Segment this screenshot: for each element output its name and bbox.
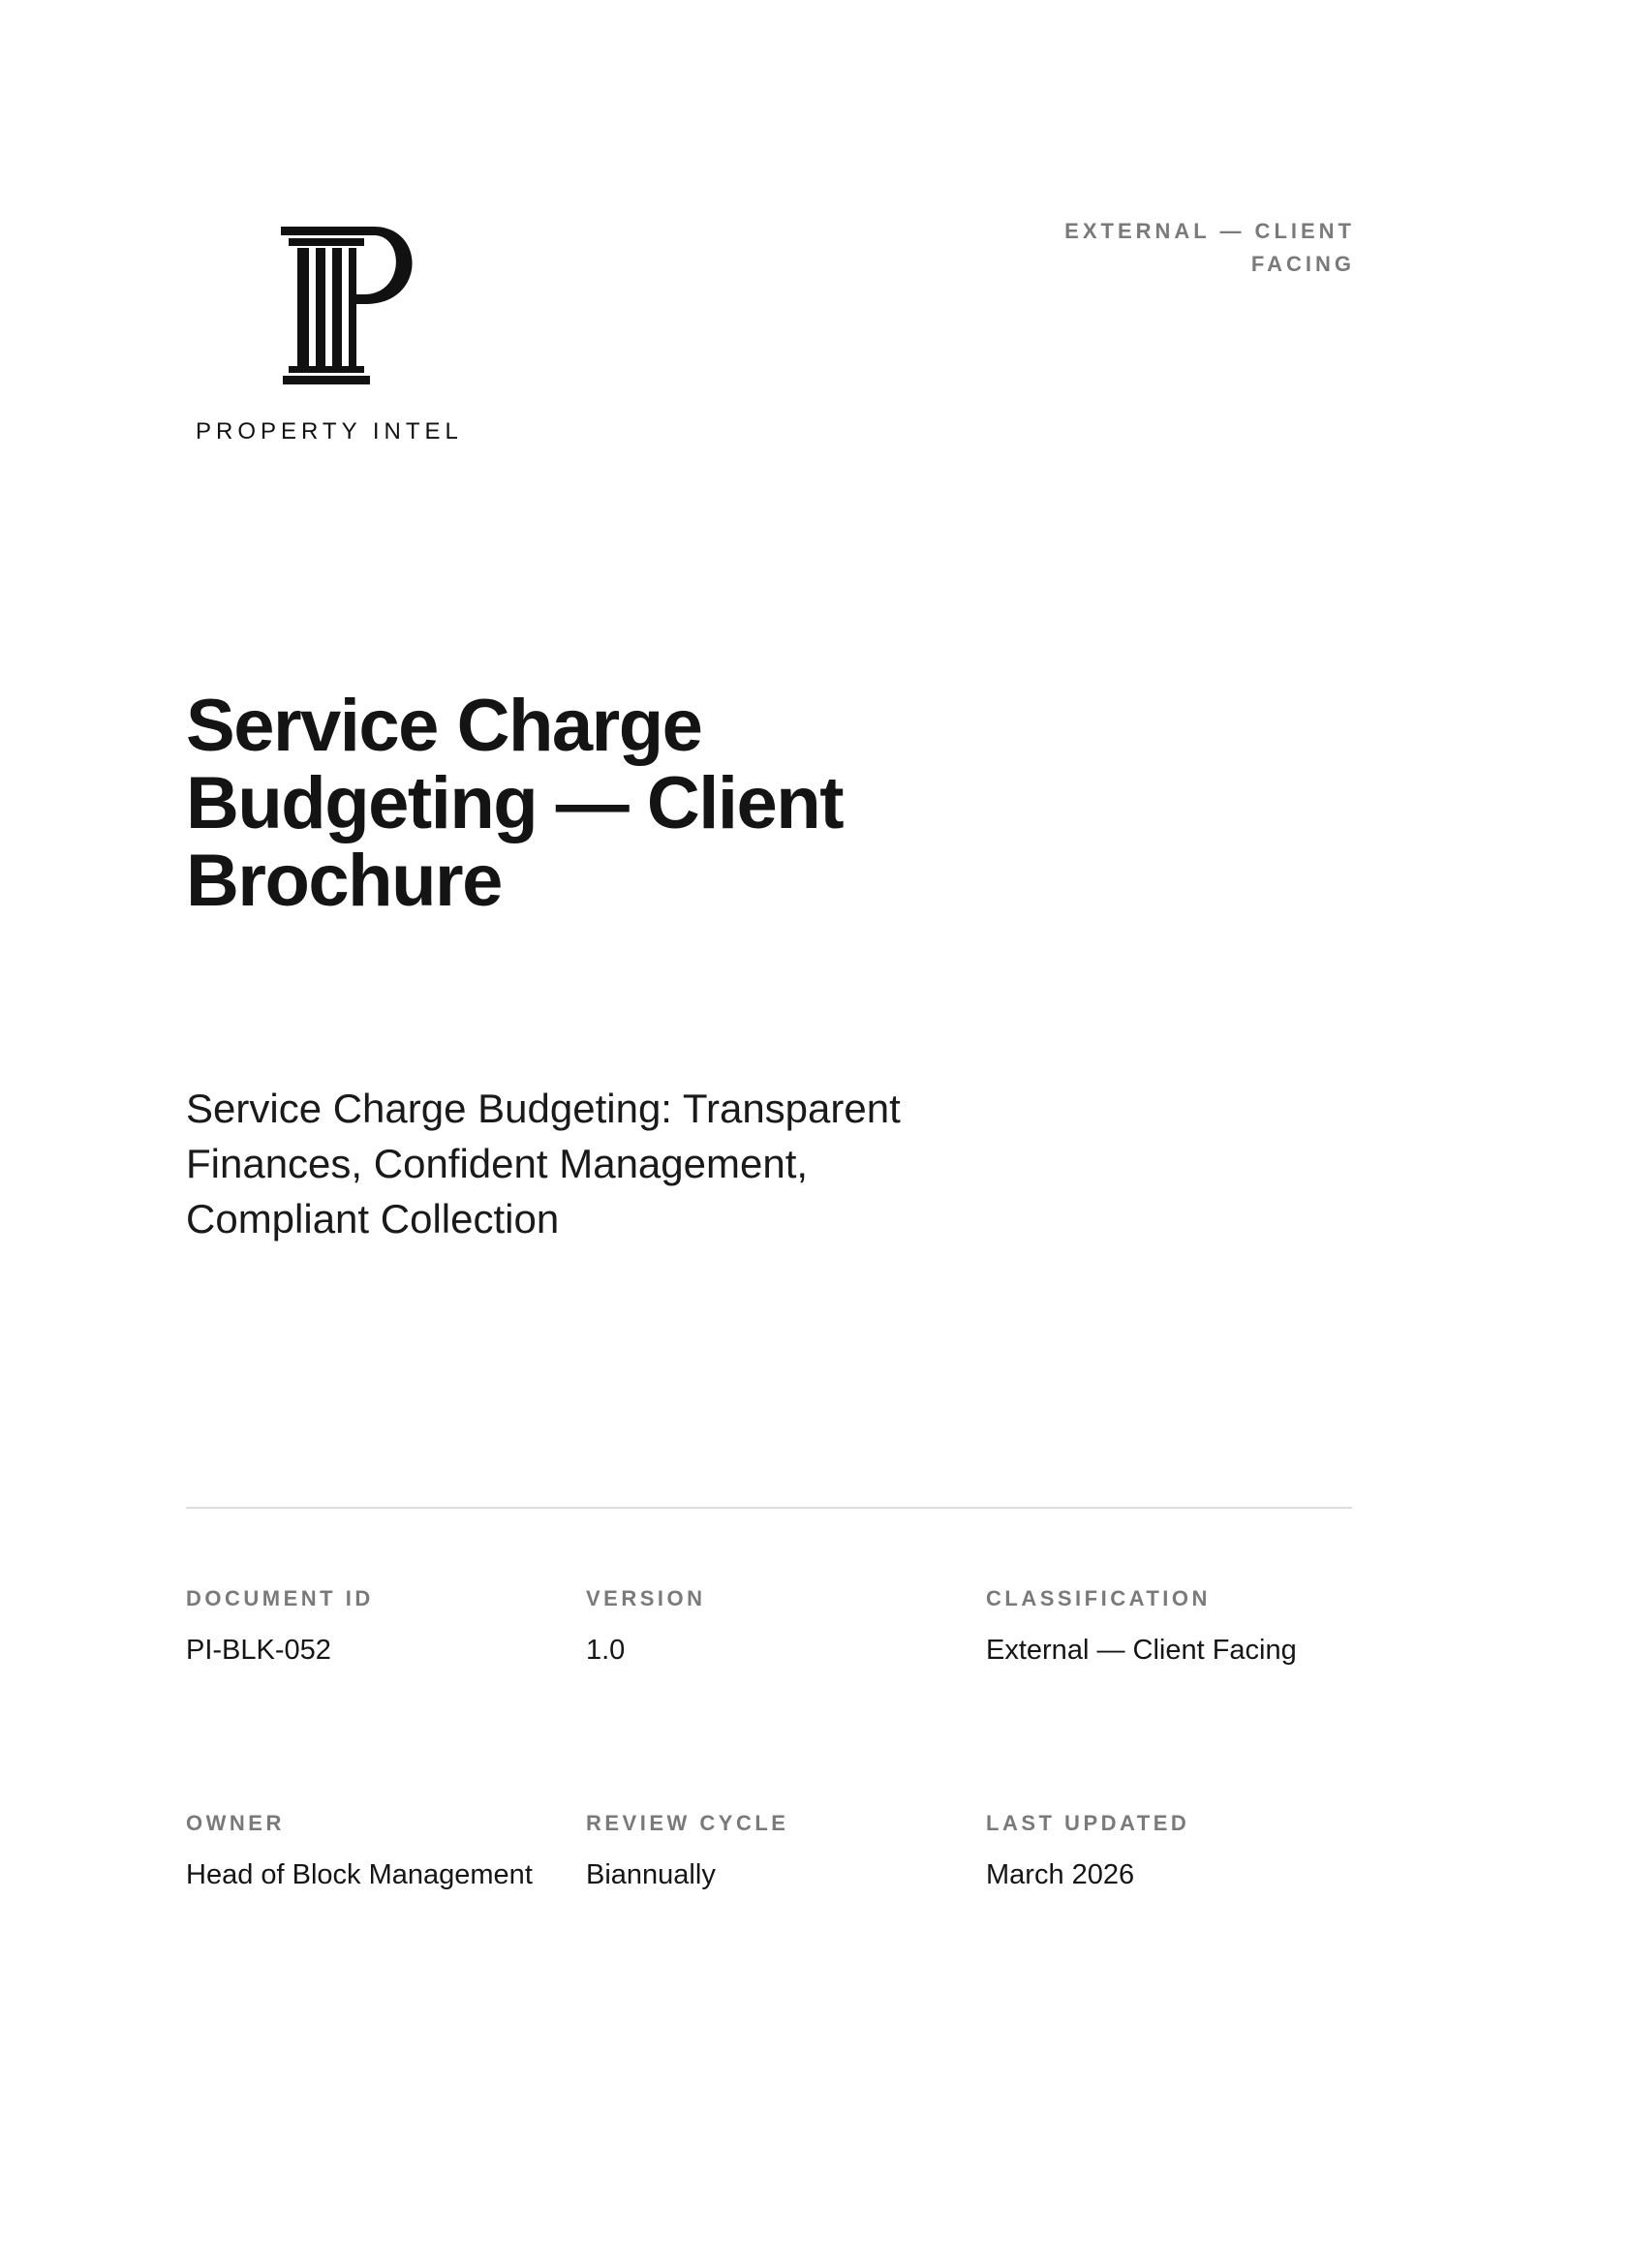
meta-label: CLASSIFICATION [986,1586,1211,1610]
meta-document-id [186,1584,586,1809]
meta-value: External — Client Facing [986,1635,1297,1666]
meta-last-updated [986,1809,1387,2034]
meta-value: Biannually [586,1859,716,1890]
meta-label: LAST UPDATED [986,1811,1190,1835]
meta-value: Head of Block Management [186,1859,533,1890]
meta-label: DOCUMENT ID [186,1586,374,1610]
meta-review-cycle [586,1809,986,2034]
meta-label: VERSION [586,1586,706,1610]
meta-value: March 2026 [986,1859,1135,1890]
document-title: Service Charge Budgeting — Client Brochure [186,685,844,922]
brand-logo [189,211,479,444]
classification-tag: EXTERNAL — CLIENT FACING [1064,219,1355,276]
document-metadata [186,1584,1387,2034]
meta-owner [186,1809,586,2034]
meta-value: PI-BLK-052 [186,1635,331,1666]
meta-version [586,1584,986,1809]
section-divider [186,1507,1352,1509]
meta-classification [986,1584,1387,1809]
meta-value: 1.0 [586,1635,626,1666]
meta-label: REVIEW CYCLE [586,1811,789,1835]
meta-label: OWNER [186,1811,285,1835]
document-subtitle: Service Charge Budgeting: Transparent Finances, Confident Management, Compliant Collection [186,1086,901,1241]
brand-name: PROPERTY INTEL [196,418,463,444]
pillar-p-icon [281,211,426,385]
